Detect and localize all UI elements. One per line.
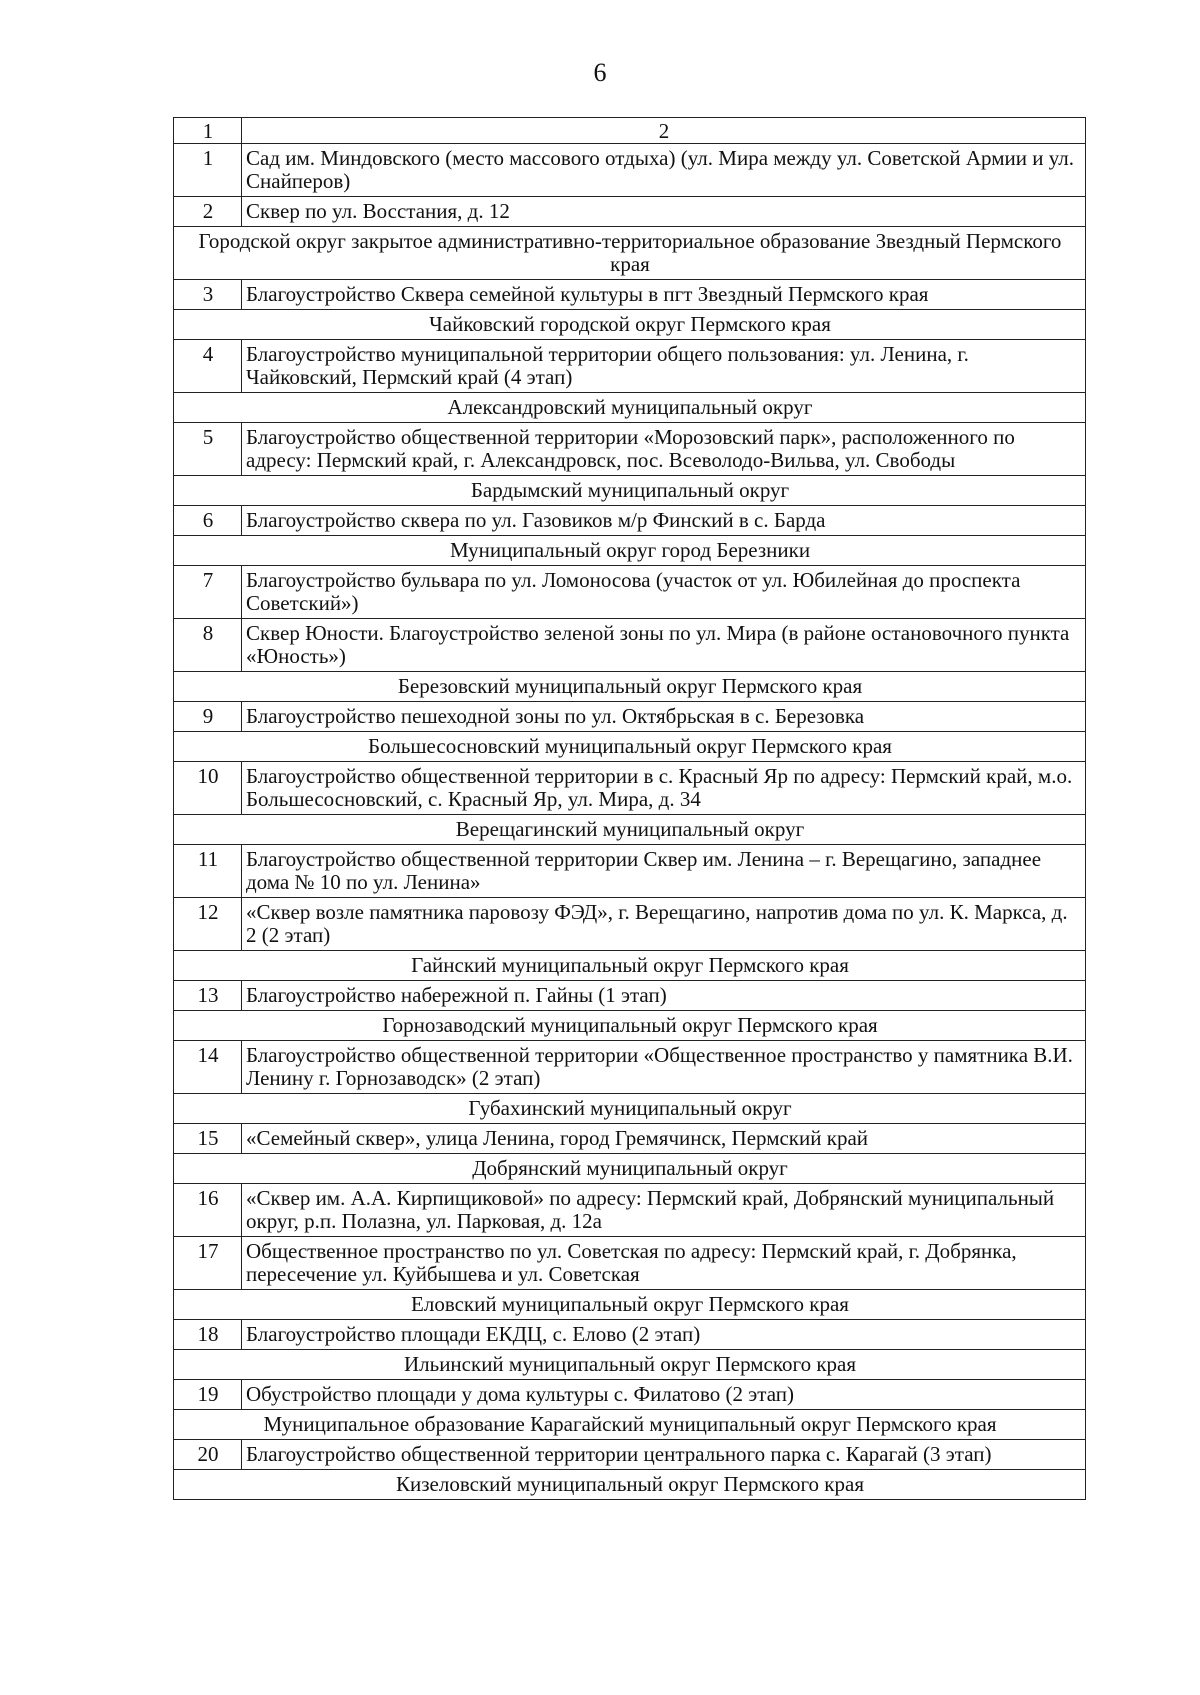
row-number: 6 xyxy=(174,506,242,536)
territory-name: Благоустройство общественной территории «Общественное пространство у памятника В.И. Ленину г. Горнозаводск» (2 этап) xyxy=(242,1041,1086,1094)
table-header-row xyxy=(174,118,1086,144)
table-row xyxy=(174,1124,1086,1154)
section-title: Березовский муниципальный округ Пермского края xyxy=(174,672,1086,702)
section-title: Муниципальное образование Карагайский муниципальный округ Пермского края xyxy=(174,1410,1086,1440)
table-row xyxy=(174,898,1086,951)
table-row xyxy=(174,619,1086,672)
section-header-row xyxy=(174,1154,1086,1184)
row-number: 20 xyxy=(174,1440,242,1470)
territory-name: Благоустройство набережной п. Гайны (1 этап) xyxy=(242,981,1086,1011)
table-row xyxy=(174,1380,1086,1410)
table-row xyxy=(174,280,1086,310)
section-title: Добрянский муниципальный округ xyxy=(174,1154,1086,1184)
table-row xyxy=(174,506,1086,536)
section-title: Городской округ закрытое административно-территориальное образование Звездный Пермского края xyxy=(174,227,1086,280)
column-header-name: 2 xyxy=(242,118,1086,144)
section-title: Кизеловский муниципальный округ Пермского края xyxy=(174,1470,1086,1500)
section-title: Муниципальный округ город Березники xyxy=(174,536,1086,566)
section-header-row xyxy=(174,1350,1086,1380)
table-row xyxy=(174,762,1086,815)
row-number: 14 xyxy=(174,1041,242,1094)
section-title: Ильинский муниципальный округ Пермского края xyxy=(174,1350,1086,1380)
section-header-row xyxy=(174,310,1086,340)
section-header-row xyxy=(174,1410,1086,1440)
table-body xyxy=(174,118,1086,1500)
table-row xyxy=(174,1041,1086,1094)
row-number: 7 xyxy=(174,566,242,619)
section-header-row xyxy=(174,536,1086,566)
row-number: 4 xyxy=(174,340,242,393)
table-row xyxy=(174,340,1086,393)
territory-name: Сквер Юности. Благоустройство зеленой зоны по ул. Мира (в районе остановочного пункта «Юность») xyxy=(242,619,1086,672)
section-title: Горнозаводский муниципальный округ Пермского края xyxy=(174,1011,1086,1041)
territory-name: Благоустройство пешеходной зоны по ул. Октябрьская в с. Березовка xyxy=(242,702,1086,732)
section-title: Верещагинский муниципальный округ xyxy=(174,815,1086,845)
section-title: Губахинский муниципальный округ xyxy=(174,1094,1086,1124)
table-row xyxy=(174,197,1086,227)
territory-name: Общественное пространство по ул. Советская по адресу: Пермский край, г. Добрянка, пересечение ул. Куйбышева и ул. Советская xyxy=(242,1237,1086,1290)
row-number: 19 xyxy=(174,1380,242,1410)
row-number: 15 xyxy=(174,1124,242,1154)
territory-name: Благоустройство муниципальной территории общего пользования: ул. Ленина, г. Чайковский, Пермский край (4 этап) xyxy=(242,340,1086,393)
section-header-row xyxy=(174,951,1086,981)
section-header-row xyxy=(174,1011,1086,1041)
page-number: 6 xyxy=(593,58,607,87)
table-row xyxy=(174,845,1086,898)
table-row xyxy=(174,981,1086,1011)
section-header-row xyxy=(174,1470,1086,1500)
territory-name: Благоустройство общественной территории Сквер им. Ленина – г. Верещагино, западнее дома № 10 по ул. Ленина» xyxy=(242,845,1086,898)
row-number: 1 xyxy=(174,144,242,197)
section-header-row xyxy=(174,476,1086,506)
row-number: 17 xyxy=(174,1237,242,1290)
row-number: 11 xyxy=(174,845,242,898)
section-title: Гайнский муниципальный округ Пермского края xyxy=(174,951,1086,981)
row-number: 8 xyxy=(174,619,242,672)
territory-name: Благоустройство Сквера семейной культуры в пгт Звездный Пермского края xyxy=(242,280,1086,310)
section-title: Чайковский городской округ Пермского края xyxy=(174,310,1086,340)
section-header-row xyxy=(174,227,1086,280)
territory-name: Благоустройство общественной территории «Морозовский парк», расположенного по адресу: Пермский край, г. Александровск, пос. Всеволодо-Вильва, ул. Свободы xyxy=(242,423,1086,476)
table-row xyxy=(174,1237,1086,1290)
row-number: 2 xyxy=(174,197,242,227)
section-title: Большесосновский муниципальный округ Пермского края xyxy=(174,732,1086,762)
table-row xyxy=(174,702,1086,732)
section-header-row xyxy=(174,732,1086,762)
table-row xyxy=(174,144,1086,197)
column-header-number: 1 xyxy=(174,118,242,144)
territories-table xyxy=(173,117,1086,1500)
section-title: Еловский муниципальный округ Пермского края xyxy=(174,1290,1086,1320)
section-header-row xyxy=(174,1290,1086,1320)
row-number: 9 xyxy=(174,702,242,732)
row-number: 3 xyxy=(174,280,242,310)
territory-name: Благоустройство общественной территории в с. Красный Яр по адресу: Пермский край, м.о. Большесосновский, с. Красный Яр, ул. Мира, д. 34 xyxy=(242,762,1086,815)
territory-name: «Сквер возле памятника паровозу ФЭД», г. Верещагино, напротив дома по ул. К. Маркса, д. 2 (2 этап) xyxy=(242,898,1086,951)
table-row xyxy=(174,1320,1086,1350)
territory-name: Благоустройство бульвара по ул. Ломоносова (участок от ул. Юбилейная до проспекта Советский») xyxy=(242,566,1086,619)
section-header-row xyxy=(174,815,1086,845)
section-header-row xyxy=(174,393,1086,423)
section-title: Александровский муниципальный округ xyxy=(174,393,1086,423)
section-header-row xyxy=(174,672,1086,702)
territory-name: «Сквер им. А.А. Кирпищиковой» по адресу: Пермский край, Добрянский муниципальный округ, р.п. Полазна, ул. Парковая, д. 12а xyxy=(242,1184,1086,1237)
row-number: 10 xyxy=(174,762,242,815)
territory-name: Обустройство площади у дома культуры с. Филатово (2 этап) xyxy=(242,1380,1086,1410)
territory-name: Благоустройство площади ЕКДЦ, с. Елово (2 этап) xyxy=(242,1320,1086,1350)
row-number: 16 xyxy=(174,1184,242,1237)
territory-name: Сквер по ул. Восстания, д. 12 xyxy=(242,197,1086,227)
section-header-row xyxy=(174,1094,1086,1124)
section-title: Бардымский муниципальный округ xyxy=(174,476,1086,506)
row-number: 18 xyxy=(174,1320,242,1350)
row-number: 13 xyxy=(174,981,242,1011)
territory-name: «Семейный сквер», улица Ленина, город Гремячинск, Пермский край xyxy=(242,1124,1086,1154)
table-row xyxy=(174,1184,1086,1237)
table-row xyxy=(174,1440,1086,1470)
territory-name: Благоустройство сквера по ул. Газовиков м/р Финский в с. Барда xyxy=(242,506,1086,536)
row-number: 12 xyxy=(174,898,242,951)
table-row xyxy=(174,566,1086,619)
territory-name: Сад им. Миндовского (место массового отдыха) (ул. Мира между ул. Советской Армии и ул. Снайперов) xyxy=(242,144,1086,197)
row-number: 5 xyxy=(174,423,242,476)
table-row xyxy=(174,423,1086,476)
territory-name: Благоустройство общественной территории центрального парка с. Карагай (3 этап) xyxy=(242,1440,1086,1470)
